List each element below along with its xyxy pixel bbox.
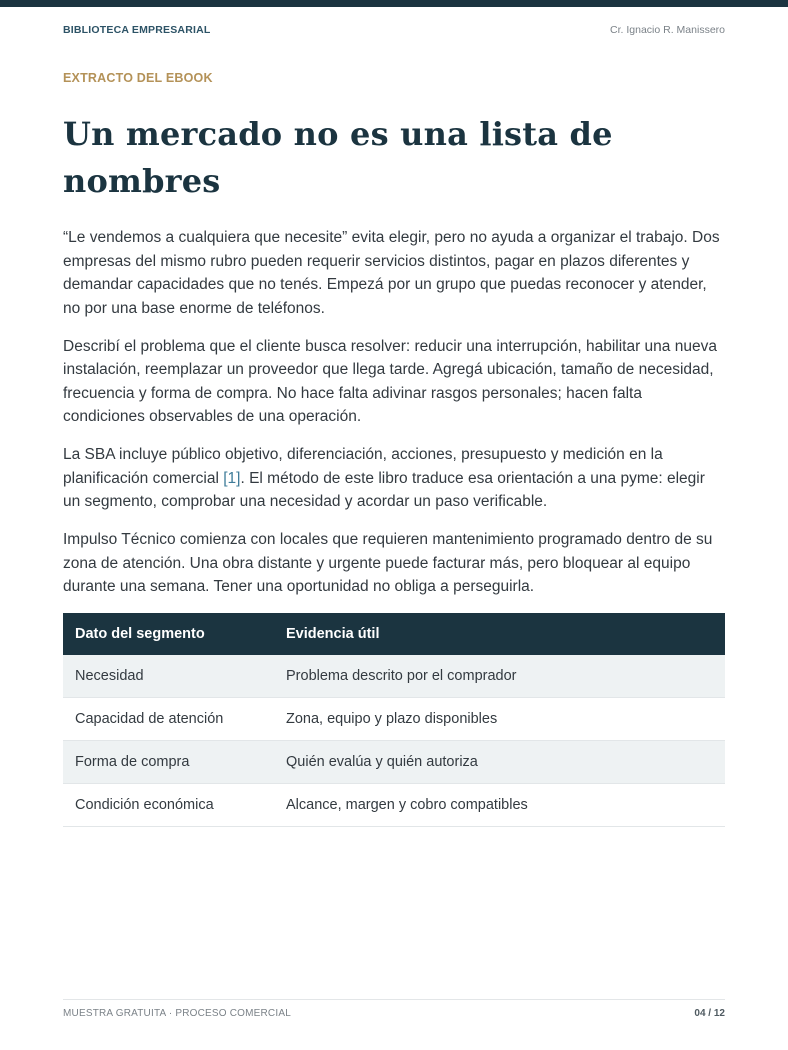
- author-name: Cr. Ignacio R. Manissero: [610, 24, 725, 36]
- segment-table: [63, 613, 725, 827]
- paragraph-2: Describí el problema que el cliente busca resolver: reducir una interrupción, habilitar una nueva instalación, reemplazar un proveedor que llega tarde. Agregá ubicación, tamaño de necesidad, frecuencia y forma de compra. No hace falta adivinar rasgos personales; hacen falta condiciones observables de una operación.: [63, 337, 717, 425]
- paragraph-3-text-start: La SBA incluye público objetivo, diferenciación, acciones, presupuesto y medición en la planificación comercial: [63, 446, 663, 487]
- table-row: [63, 741, 725, 784]
- table-row: [63, 784, 725, 827]
- footer-label: MUESTRA GRATUITA · PROCESO COMERCIAL: [63, 1008, 291, 1019]
- paragraph-3: [63, 443, 725, 514]
- table-cell: Problema descrito por el comprador: [274, 655, 725, 698]
- paragraph-1: “Le vendemos a cualquiera que necesite” evita elegir, pero no ayuda a organizar el trabajo. Dos empresas del mismo rubro pueden requerir servicios distintos, pagar en plazos diferentes y demandar capacidades que no tenés. Empezá por un grupo que puedas reconocer y atender, no por una base enorme de teléfonos.: [63, 229, 720, 317]
- page-footer: [63, 999, 725, 1019]
- citation-link[interactable]: [1]: [223, 469, 241, 487]
- top-accent-bar: [0, 0, 788, 7]
- paragraph-3-text-end: . El método de este libro traduce esa orientación a una pyme: elegir un segmento, comprobar una necesidad y acordar un paso verificable.: [63, 469, 705, 510]
- body-text: [63, 226, 725, 613]
- page-header: [63, 24, 725, 36]
- table-header-row: [63, 613, 725, 655]
- table-cell: Alcance, margen y cobro compatibles: [274, 784, 725, 827]
- column-header-useful-evidence: Evidencia útil: [274, 613, 725, 655]
- section-kicker: EXTRACTO DEL EBOOK: [63, 71, 213, 85]
- table-cell: Condición económica: [63, 784, 274, 827]
- page-title: Un mercado no es una lista de nombres: [63, 115, 613, 200]
- page-number: 04 / 12: [694, 1008, 725, 1019]
- table-cell: Forma de compra: [63, 741, 274, 784]
- table-cell: Quién evalúa y quién autoriza: [274, 741, 725, 784]
- table-cell: Zona, equipo y plazo disponibles: [274, 698, 725, 741]
- paragraph-4: Impulso Técnico comienza con locales que requieren mantenimiento programado dentro de su zona de atención. Una obra distante y urgente puede facturar más, pero bloquear al equipo durante una semana. Tener una oportunidad no obliga a perseguirla.: [63, 531, 713, 595]
- table-cell: Necesidad: [63, 655, 274, 698]
- series-brand: BIBLIOTECA EMPRESARIAL: [63, 24, 211, 36]
- table-cell: Capacidad de atención: [63, 698, 274, 741]
- table-row: [63, 698, 725, 741]
- column-header-segment-data: Dato del segmento: [63, 613, 274, 655]
- table-row: [63, 655, 725, 698]
